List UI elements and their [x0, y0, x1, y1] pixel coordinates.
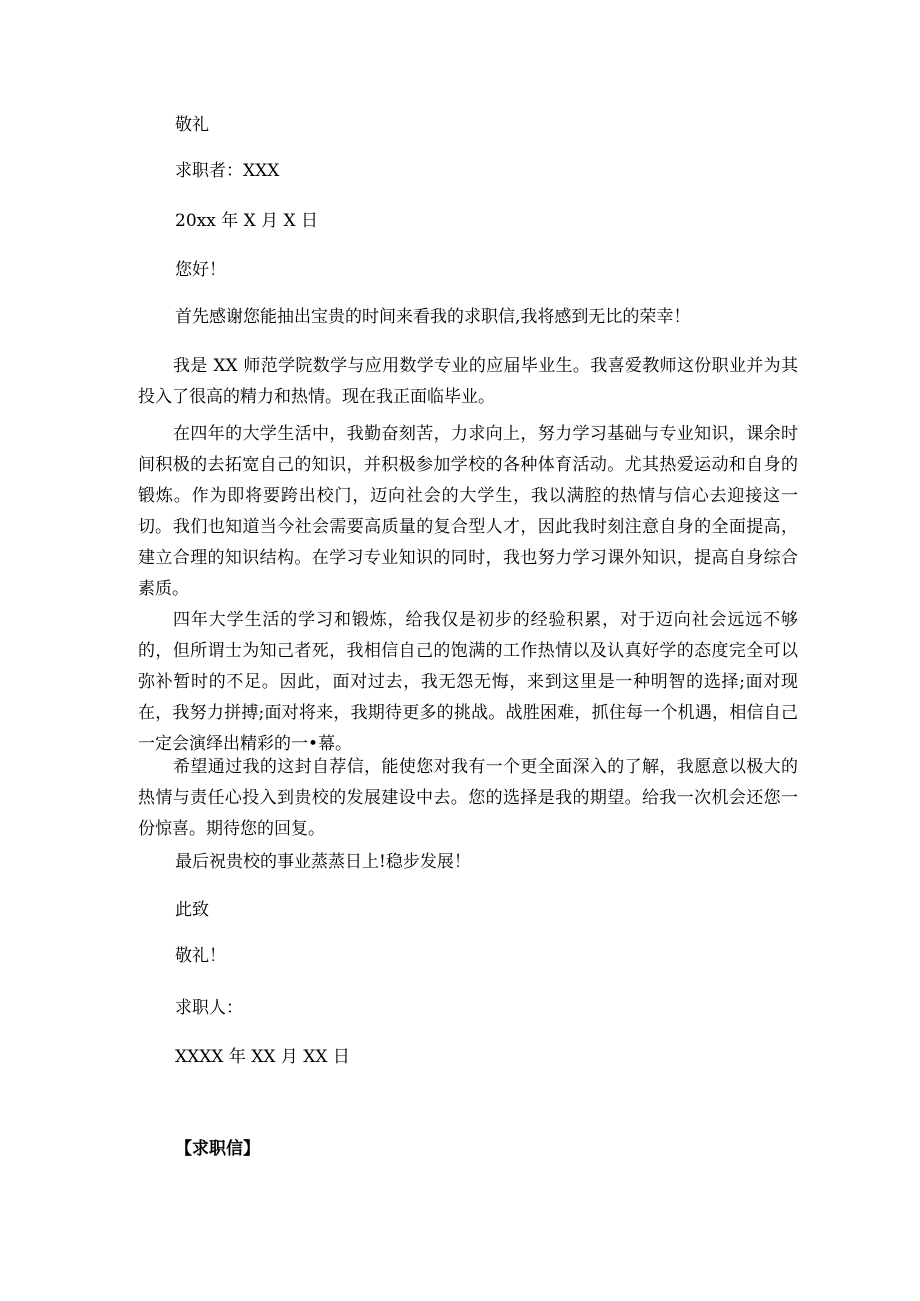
- body-paragraph-5: 希望通过我的这封自荐信，能使您对我有一个更全面深入的了解，我愿意以极大的热情与责任心投入到贵校的发展建设中去。您的选择是我的期望。给我一次机会还您一份惊喜。期待您的回复。: [138, 757, 798, 839]
- regards-line-2: 敬礼！: [175, 946, 226, 966]
- signature-date: XXXX 年 XX 月 XX 日: [175, 1047, 350, 1067]
- body-paragraph-2: 在四年的大学生活中，我勤奋刻苦，力求向上，努力学习基础与专业知识，课余时间积极的去拓宽自己的知识，并积极参加学校的各种体育活动。尤其热爱运动和自身的锻炼。作为即将要跨出校门，迈向社会的大学生，我以满腔的热情与信心去迎接这一切。: [138, 424, 798, 537]
- body-paragraph-1: 我是 XX 师范学院数学与应用数学专业的应届毕业生。我喜爱教师这份职业并为其投入了很高的精力和热情。现在我正面临毕业。: [138, 356, 798, 407]
- intro-paragraph: 首先感谢您能抽出宝贵的时间来看我的求职信,我将感到无比的荣幸！: [175, 307, 691, 327]
- date-line: 20xx 年 X 月 X 日: [175, 211, 319, 231]
- closing-salutation: 敬礼: [175, 115, 209, 135]
- greeting: 您好！: [175, 260, 226, 280]
- wish-line: 最后祝贵校的事业蒸蒸日上!稳步发展！: [175, 852, 471, 872]
- regards-line-1: 此致: [175, 900, 209, 920]
- body-paragraph-3: 我们也知道当今社会需要高质量的复合型人才，因此我时刻注意自身的全面提高，建立合理的知识结构。在学习专业知识的同时，我也努力学习课外知识，提高自身综合素质。: [138, 517, 798, 599]
- signature-label: 求职人：: [175, 998, 243, 1018]
- section-heading: 【求职信】: [175, 1139, 260, 1159]
- applicant-line: 求职者：XXX: [175, 161, 280, 181]
- body-paragraph-4: 四年大学生活的学习和锻炼，给我仅是初步的经验积累，对于迈向社会远远不够的，但所谓士为知己者死，我相信自己的饱满的工作热情以及认真好学的态度完全可以弥补暂时的不足。因此，面对过去，我无怨无悔，来到这里是一种明智的选择;面对现在，我努力拼搏;面对将来，我期待更多的挑战。战胜困难，抓住每一个机遇，相信自己一定会演绎出精彩的一•幕。: [138, 610, 798, 754]
